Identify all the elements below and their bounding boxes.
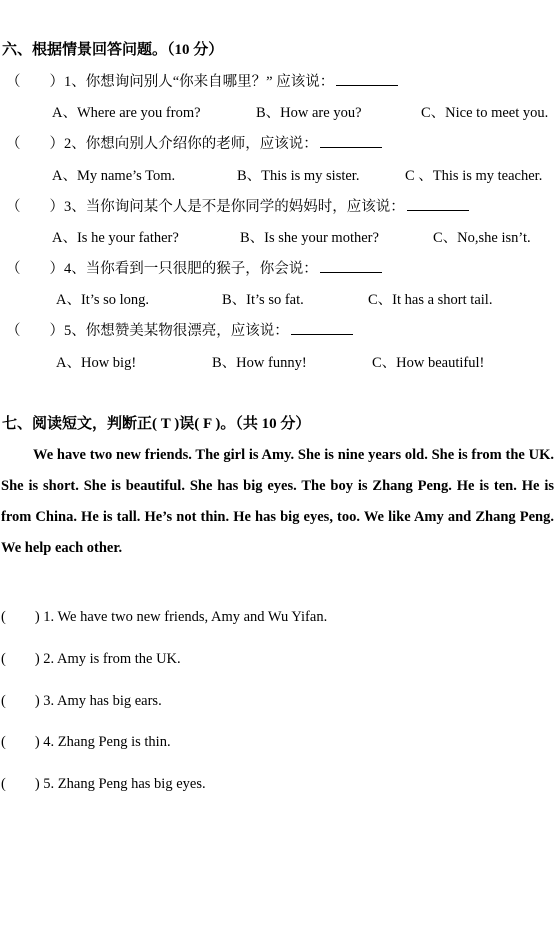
question-text: 4、当你看到一只很肥的猴子，你会说： (64, 261, 318, 277)
option-c: C、Nice to meet you. (421, 105, 549, 121)
answer-paren[interactable]: ( ) (1, 693, 40, 709)
statement-text: 1. We have two new friends, Amy and Wu Yifan. (43, 609, 328, 625)
statement-text: 3. Amy has big ears. (43, 693, 162, 709)
answer-paren[interactable]: （ ） (6, 74, 64, 90)
question-text: 3、当你询问某个人是不是你同学的妈妈时，应该说： (64, 199, 405, 215)
option-c: C 、This is my teacher. (405, 168, 543, 184)
section-6-heading: 六、根据情景回答问题。（10 分） (2, 42, 224, 58)
answer-blank[interactable] (320, 258, 382, 273)
question-4 (6, 257, 382, 278)
option-b: B、How are you? (256, 105, 362, 121)
statement-text: 4. Zhang Peng is thin. (43, 734, 171, 750)
question-text: 5、你想赞美某物很漂亮，应该说： (64, 323, 289, 339)
question-5 (6, 319, 353, 340)
answer-paren[interactable]: ( ) (1, 734, 40, 750)
question-3 (6, 195, 469, 216)
option-b: B、This is my sister. (237, 168, 360, 184)
option-a: A、Where are you from? (52, 105, 201, 121)
answer-blank[interactable] (407, 196, 469, 211)
answer-paren[interactable]: （ ） (6, 199, 64, 215)
statement-3 (1, 689, 162, 710)
question-text: 1、你想询问别人“你来自哪里？” 应该说： (64, 74, 335, 90)
option-c: C、No,she isn’t. (433, 230, 531, 246)
option-a: A、Is he your father? (52, 230, 179, 246)
option-c: C、It has a short tail. (368, 292, 493, 308)
passage-text: We have two new friends. The girl is Amy. She is nine years old. She is from the UK. She is short. She is beautiful. She has big eyes. The boy is Zhang Peng. He is ten. He is from China. He is tall. He’s not thin. He has big eyes, too. We like Amy and Zhang Peng. We help each other. (1, 447, 554, 556)
option-b: B、How funny! (212, 355, 307, 371)
answer-blank[interactable] (320, 133, 382, 148)
answer-paren[interactable]: ( ) (1, 609, 40, 625)
section-7-heading: 七、阅读短文，判断正( T )误( F )。（共 10 分） (2, 416, 311, 432)
answer-blank[interactable] (336, 71, 398, 86)
question-2 (6, 132, 382, 153)
question-text: 2、你想向别人介绍你的老师，应该说： (64, 136, 318, 152)
answer-paren[interactable]: （ ） (6, 323, 64, 339)
option-b: B、It’s so fat. (222, 292, 304, 308)
reading-passage (1, 440, 554, 564)
answer-blank[interactable] (291, 320, 353, 335)
answer-paren[interactable]: ( ) (1, 651, 40, 667)
answer-paren[interactable]: （ ） (6, 261, 64, 277)
option-a: A、It’s so long. (56, 292, 150, 308)
statement-5 (1, 772, 206, 793)
answer-paren[interactable]: （ ） (6, 136, 64, 152)
statement-2 (1, 647, 181, 668)
question-1 (6, 70, 398, 91)
statement-text: 5. Zhang Peng has big eyes. (43, 776, 206, 792)
option-a: A、My name’s Tom. (52, 168, 176, 184)
statement-text: 2. Amy is from the UK. (43, 651, 181, 667)
statement-1 (1, 605, 327, 626)
option-b: B、Is she your mother? (240, 230, 379, 246)
option-a: A、How big! (56, 355, 137, 371)
option-c: C、How beautiful! (372, 355, 485, 371)
answer-paren[interactable]: ( ) (1, 776, 40, 792)
statement-4 (1, 730, 171, 751)
